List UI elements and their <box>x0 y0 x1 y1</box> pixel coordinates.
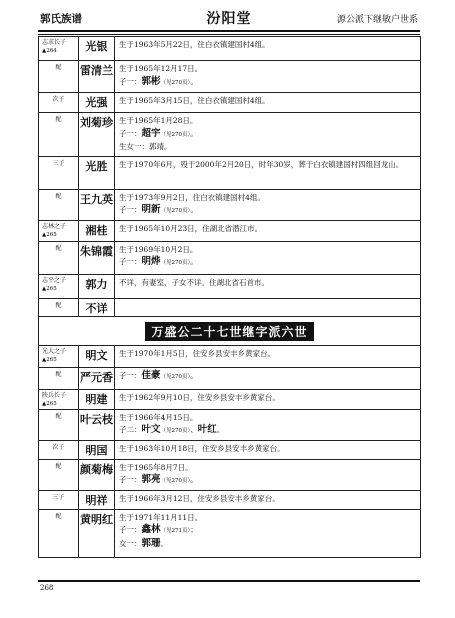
person-row <box>39 459 421 490</box>
details-cell <box>115 298 421 316</box>
child-suffix: ； <box>190 525 198 534</box>
details-cell <box>115 490 421 509</box>
detail-line: 生于1973年9月2日，住白衣镇建国村4组。 <box>119 192 265 202</box>
detail-line: 生于1965年12月17日。 <box>119 64 203 73</box>
child-page-ref: （见270页） <box>160 478 191 484</box>
page-reference-marker: ▲265 <box>42 356 57 363</box>
header-rule-thin <box>38 34 420 35</box>
relation-text: 配 <box>55 64 62 71</box>
page-number: 268 <box>40 584 54 592</box>
person-row <box>39 409 421 440</box>
details-cell <box>115 274 421 298</box>
relation-text: 配 <box>55 462 62 470</box>
generation-banner: 万盛公二十七世继字派六世 <box>145 322 313 341</box>
person-row <box>39 367 421 389</box>
detail-line: 生于1963年5月22日，住白衣镇建国村4组。 <box>119 40 270 49</box>
genealogy-table-body <box>39 37 421 558</box>
relation-cell <box>39 409 79 440</box>
page-reference-marker: ▲264 <box>42 48 57 54</box>
child-prefix: 子一： <box>119 128 142 138</box>
person-row <box>39 156 421 189</box>
relation-cell <box>39 274 79 298</box>
relation-cell <box>39 220 79 241</box>
child-line <box>119 76 416 90</box>
detail-line: 生于1965年1月28日。 <box>119 116 198 125</box>
details-cell <box>115 409 421 440</box>
details-cell <box>115 220 421 241</box>
child-suffix: 。 <box>190 257 198 266</box>
person-row <box>39 113 421 157</box>
person-name: 明国 <box>79 440 115 459</box>
child-suffix: 。 <box>160 538 169 548</box>
person-name: 严元香 <box>79 367 115 389</box>
child-suffix: 、 <box>190 425 198 434</box>
detail-line: 生女一：郭靖。 <box>119 142 172 151</box>
details-cell <box>115 241 421 274</box>
banner-cell <box>39 316 421 345</box>
detail-line: 生于1965年3月15日，住白衣镇建国村4组。 <box>119 96 270 105</box>
person-name: 朱锦霞 <box>79 241 115 274</box>
book-title: 郭氏族谱 <box>40 13 82 25</box>
relation-cell <box>39 509 79 557</box>
child-line <box>119 256 416 270</box>
person-row <box>39 509 421 557</box>
relation-text: 配 <box>55 192 62 200</box>
person-name: 明建 <box>79 389 115 409</box>
detail-line: 不详，有妻室，子女不详。住湖北省石首市。 <box>119 277 269 287</box>
detail-line: 生于1966年4月15日。 <box>119 412 198 422</box>
details-cell <box>115 61 421 93</box>
relation-text: 配 <box>55 301 62 309</box>
child-prefix: 子二： <box>119 425 142 434</box>
relation-cell <box>39 189 79 220</box>
person-name: 雷清兰 <box>79 61 115 93</box>
child-suffix: 。 <box>190 370 198 380</box>
person-name: 颜菊梅 <box>79 459 115 490</box>
details-cell <box>115 440 421 459</box>
relation-cell <box>39 61 79 93</box>
details-cell <box>115 389 421 409</box>
relation-text: 三子 <box>52 493 65 501</box>
child-page-ref: （见270页） <box>160 79 191 86</box>
detail-line: 生于1963年10月18日，住安乡县安丰乡黄家台。 <box>119 443 285 453</box>
relation-text: 次子 <box>52 96 65 103</box>
relation-text: 三子 <box>52 159 65 167</box>
details-cell <box>115 345 421 367</box>
child-name: 郭彬 <box>141 75 161 87</box>
relation-text: 志平之子 <box>42 276 67 284</box>
relation-cell <box>39 93 79 113</box>
child-name: 明烨 <box>141 256 161 267</box>
detail-line: 生于1970年1月5日，住安乡县安丰乡黄家台。 <box>119 348 276 358</box>
person-row <box>39 490 421 509</box>
person-row <box>39 274 421 298</box>
child-page-ref: （见270页） <box>160 131 191 138</box>
relation-text: 陕兵长子 <box>42 391 67 399</box>
relation-cell <box>39 367 79 389</box>
details-cell <box>115 93 421 113</box>
child-line <box>119 474 416 488</box>
person-name: 王九英 <box>79 189 115 220</box>
page-reference-marker: ▲265 <box>42 400 57 407</box>
person-row <box>39 345 421 367</box>
relation-cell <box>39 113 79 157</box>
child-prefix: 女一： <box>119 538 142 548</box>
child-line <box>119 204 416 218</box>
details-cell <box>115 459 421 490</box>
details-cell <box>115 37 421 61</box>
person-name: 叶云枝 <box>79 409 115 440</box>
child-suffix: 。 <box>216 425 225 434</box>
detail-line: 生于1966年3月12日，住安乡县安丰乡黄家台。 <box>119 493 280 503</box>
person-name: 刘菊珍 <box>79 113 115 157</box>
detail-line: 生于1971年11月11日。 <box>119 512 203 522</box>
person-row <box>39 440 421 459</box>
details-cell <box>115 367 421 389</box>
child-name: 郭珊 <box>141 537 161 549</box>
person-row <box>39 61 421 93</box>
child-prefix: 子一： <box>119 257 142 266</box>
child-suffix: 。 <box>190 205 198 214</box>
child-line <box>119 538 416 551</box>
child-line <box>119 424 416 438</box>
child-line <box>119 524 416 538</box>
person-name: 光强 <box>79 93 115 113</box>
footer-rule <box>38 580 420 582</box>
child-prefix: 子一： <box>119 76 142 86</box>
relation-cell <box>39 459 79 490</box>
relation-text: 光大之子 <box>42 347 67 355</box>
person-row <box>39 241 421 274</box>
person-row <box>39 37 421 61</box>
person-name: 湘桂 <box>79 220 115 241</box>
relation-text: 配 <box>55 116 62 123</box>
details-cell <box>115 113 421 157</box>
relation-cell <box>39 156 79 189</box>
relation-text: 志求长子 <box>42 39 67 46</box>
relation-text: 配 <box>55 370 62 378</box>
child-name: 超宇 <box>141 127 161 139</box>
child-prefix: 子一： <box>119 475 142 484</box>
relation-text: 配 <box>55 244 62 252</box>
relation-cell <box>39 37 79 61</box>
page-header <box>38 8 420 28</box>
child-page-ref: （见270页） <box>160 373 191 380</box>
child-line <box>119 370 416 384</box>
child-name: 郭亮 <box>141 474 161 485</box>
child-name: 鑫林 <box>141 524 161 535</box>
detail-line: 生于1970年6月，殁于2000年2月20日，时年30岁，葬于白衣镇建国村四组回龙山。 <box>119 159 404 169</box>
detail-line: 生于1965年10月23日，住湖北省潜江市。 <box>119 223 263 233</box>
relation-text: 志林之子 <box>42 222 67 230</box>
page-reference-marker: ▲265 <box>42 285 57 292</box>
relation-cell <box>39 298 79 316</box>
detail-line: 生于1962年9月10日，住安乡县安丰乡黄家台。 <box>119 392 280 402</box>
person-name: 黄明红 <box>79 509 115 557</box>
person-name: 明文 <box>79 345 115 367</box>
child-name: 明新 <box>141 204 161 215</box>
details-cell <box>115 509 421 557</box>
child-suffix: 。 <box>190 76 198 86</box>
section-title: 源公派下继敏户世系 <box>336 15 418 25</box>
relation-text: 配 <box>55 512 62 520</box>
child-line <box>119 128 416 142</box>
relation-cell <box>39 440 79 459</box>
details-cell <box>115 189 421 220</box>
person-name: 明祥 <box>79 490 115 509</box>
relation-text: 次子 <box>52 443 65 451</box>
child-prefix: 子一： <box>119 370 142 380</box>
child-page-ref: （见270页） <box>160 208 191 214</box>
relation-cell <box>39 241 79 274</box>
person-row <box>39 189 421 220</box>
child-name: 叶文 <box>141 424 161 435</box>
detail-line: 生于1969年10月2日。 <box>119 244 198 254</box>
child-name: 叶红 <box>197 424 217 435</box>
person-name: 光胜 <box>79 156 115 189</box>
person-row <box>39 389 421 409</box>
child-page-ref: （见270页） <box>160 260 191 266</box>
person-row <box>39 93 421 113</box>
child-suffix: 。 <box>190 475 198 484</box>
person-row <box>39 220 421 241</box>
relation-cell <box>39 345 79 367</box>
child-suffix: 。 <box>190 128 198 138</box>
child-name: 佳豪 <box>141 369 161 381</box>
child-page-ref: （见270页） <box>160 428 191 434</box>
child-page-ref: （见271页） <box>160 528 191 534</box>
page-reference-marker: ▲265 <box>42 231 57 238</box>
person-name: 郭力 <box>79 274 115 298</box>
child-prefix: 子一： <box>119 205 142 214</box>
detail-line: 生于1965年8月7日。 <box>119 462 193 472</box>
relation-cell <box>39 389 79 409</box>
details-cell <box>115 156 421 189</box>
person-name: 光银 <box>79 37 115 61</box>
header-rule-thick <box>38 30 420 32</box>
relation-cell <box>39 490 79 509</box>
person-row <box>39 298 421 316</box>
hall-name: 汾阳堂 <box>206 11 252 27</box>
generation-banner-row <box>39 316 421 345</box>
child-prefix: 子一： <box>119 525 142 534</box>
relation-text: 配 <box>55 412 62 420</box>
genealogy-table <box>38 36 421 558</box>
person-name: 不详 <box>79 298 115 316</box>
